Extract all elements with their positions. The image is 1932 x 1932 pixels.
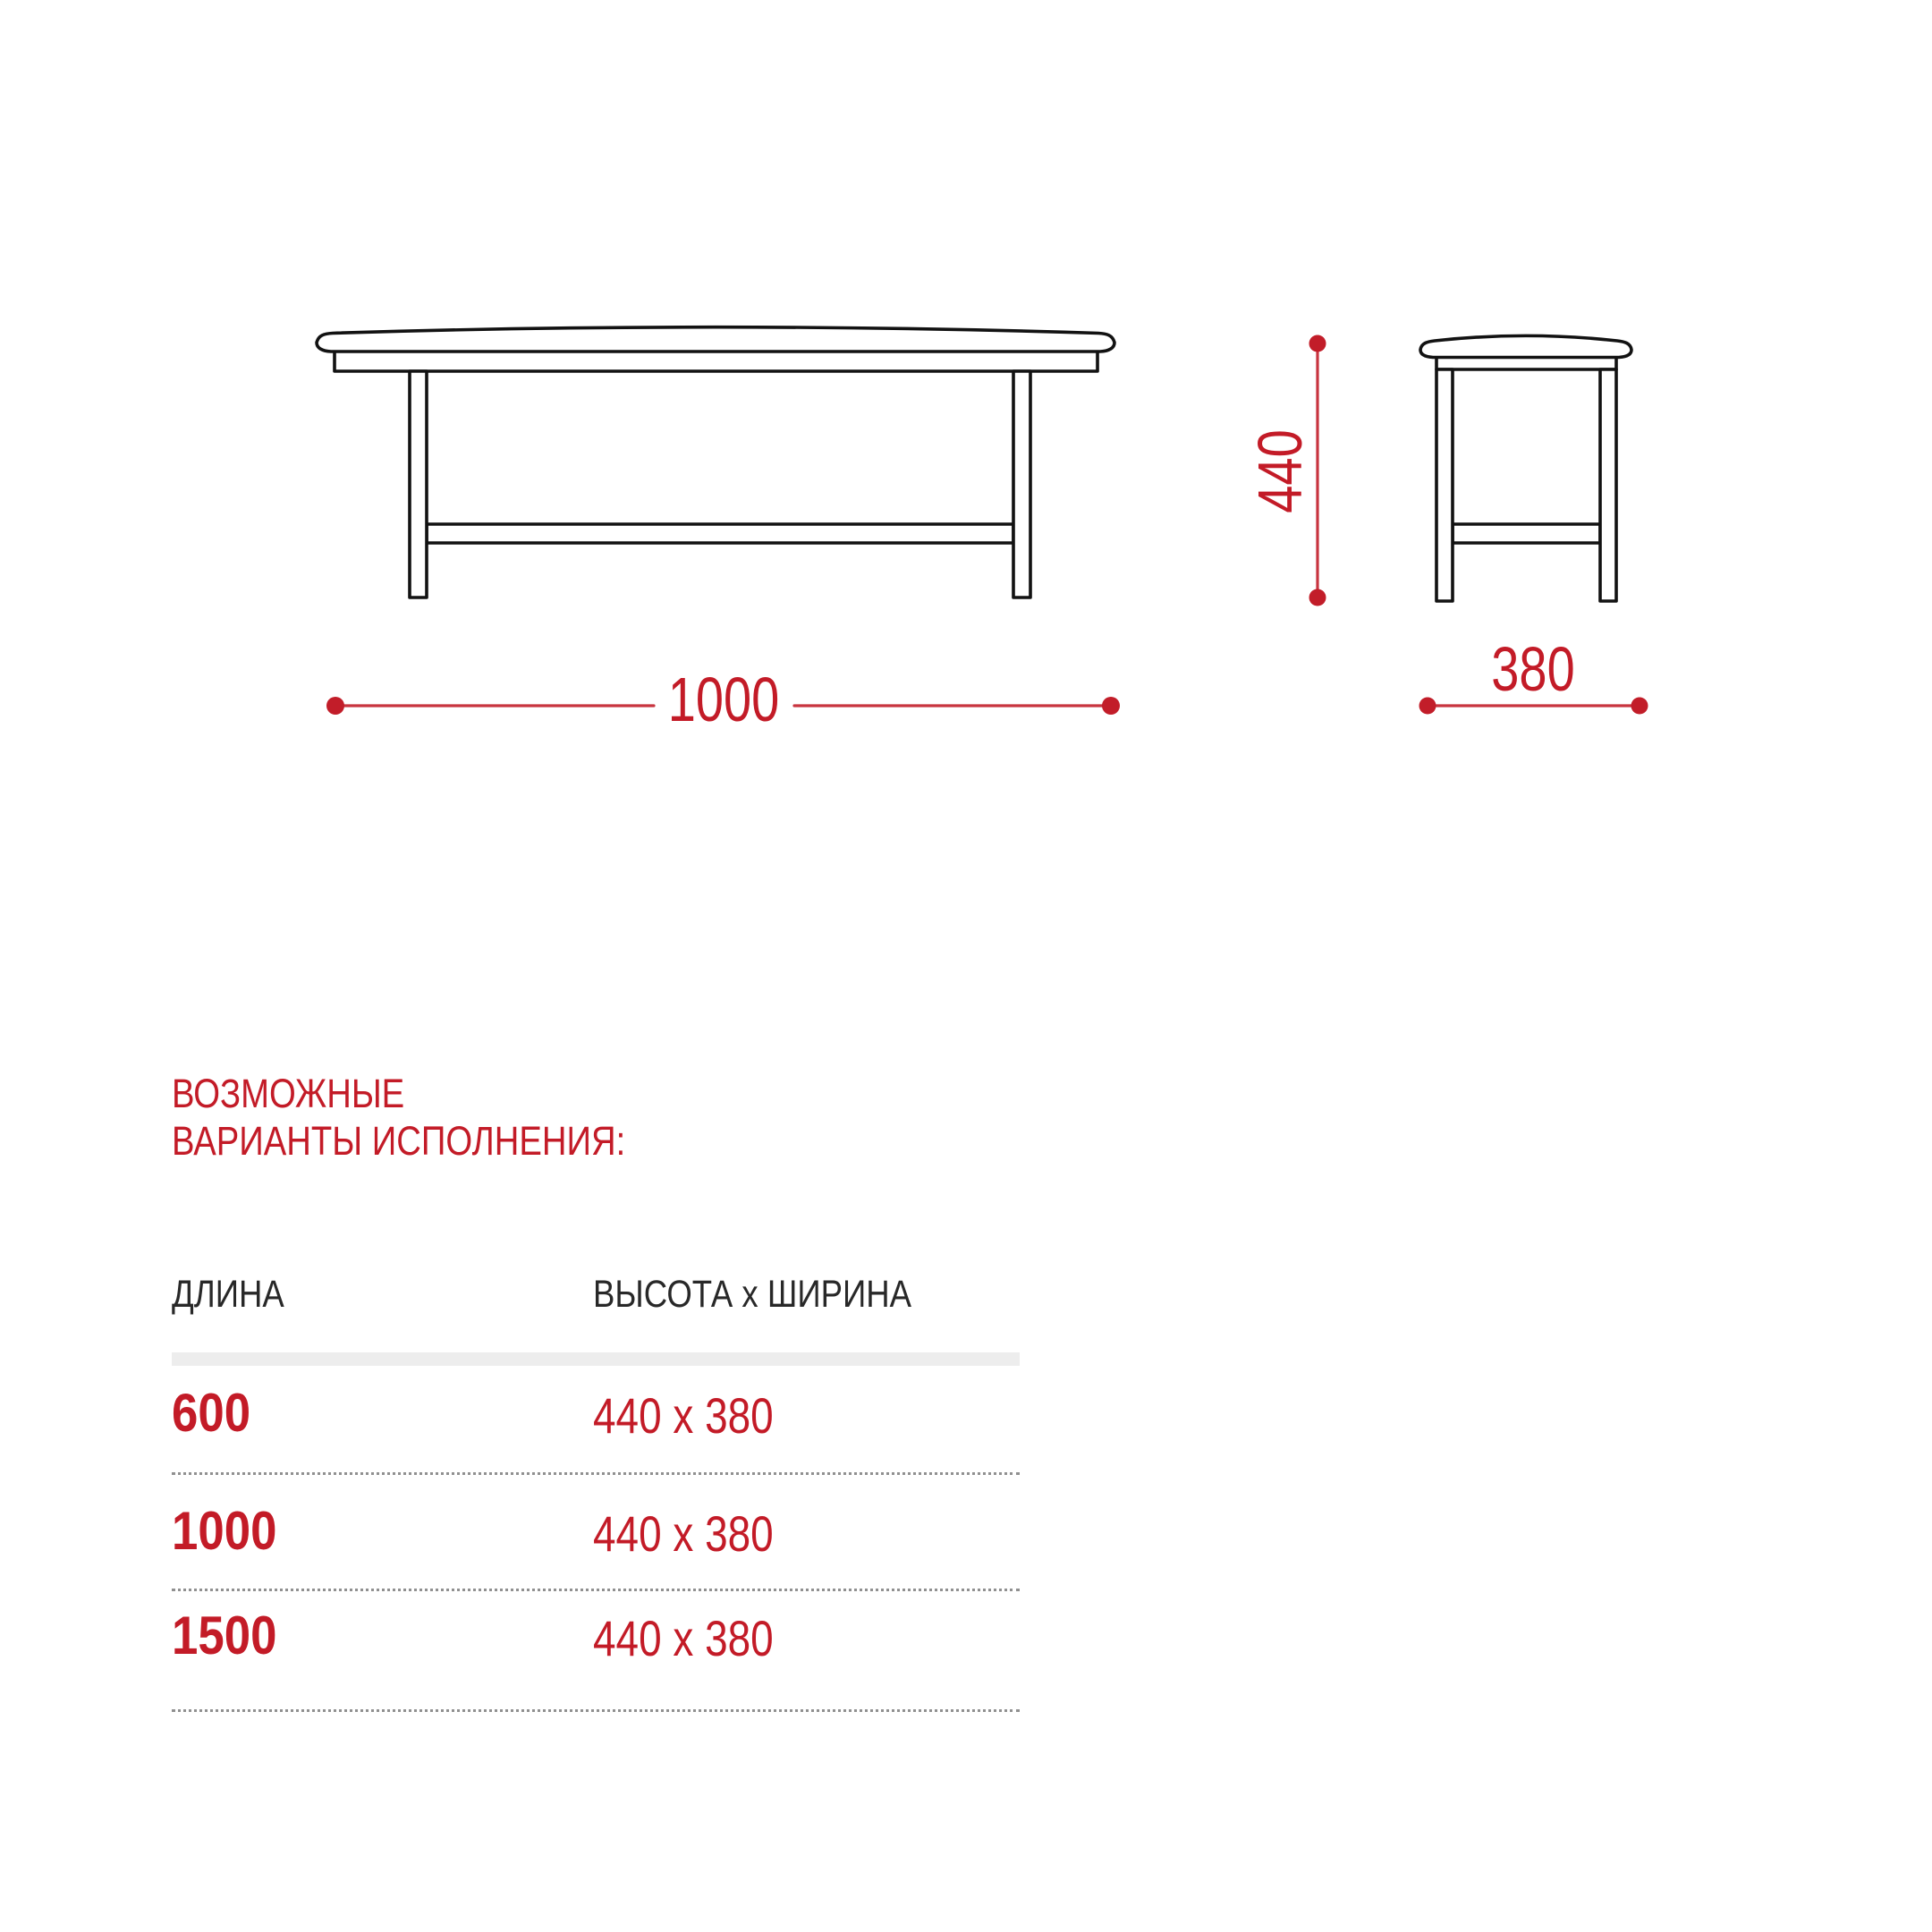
column-header-size: ВЫСОТА x ШИРИНА bbox=[593, 1273, 912, 1316]
side-seat bbox=[1420, 335, 1631, 357]
length-dim-label: 1000 bbox=[667, 665, 780, 735]
front-stretcher bbox=[427, 524, 1013, 543]
side-left-leg bbox=[1436, 369, 1453, 601]
length-dim-dot-left bbox=[326, 697, 344, 715]
length-dim-dot-right bbox=[1102, 697, 1120, 715]
bench-side-view bbox=[1420, 335, 1631, 601]
table-row bbox=[172, 1503, 1020, 1560]
front-apron bbox=[335, 351, 1097, 371]
row-separator bbox=[172, 1709, 1020, 1712]
table-header-divider bbox=[172, 1352, 1020, 1366]
dimension-width bbox=[1419, 635, 1648, 714]
row-size-value: 440 x 380 bbox=[593, 1505, 774, 1562]
row-length-value: 1000 bbox=[172, 1501, 277, 1561]
table-row bbox=[172, 1607, 1020, 1665]
table-row bbox=[172, 1385, 1020, 1442]
height-dim-dot-bottom bbox=[1309, 589, 1326, 606]
variants-heading-line2: ВАРИАНТЫ ИСПОЛНЕНИЯ: bbox=[172, 1118, 626, 1164]
height-dim-label: 440 bbox=[1246, 429, 1316, 513]
row-length-value: 600 bbox=[172, 1383, 251, 1443]
front-seat bbox=[317, 327, 1114, 352]
row-length-value: 1500 bbox=[172, 1606, 277, 1665]
table-header-row bbox=[172, 1274, 1020, 1315]
front-right-leg bbox=[1013, 371, 1030, 597]
side-stretcher bbox=[1453, 524, 1600, 543]
row-separator bbox=[172, 1589, 1020, 1591]
height-dim-dot-top bbox=[1309, 335, 1326, 352]
front-left-leg bbox=[410, 371, 427, 597]
variants-heading bbox=[172, 1070, 706, 1165]
row-separator bbox=[172, 1472, 1020, 1475]
row-size-value: 440 x 380 bbox=[593, 1610, 774, 1666]
bench-front-view bbox=[317, 327, 1114, 597]
dimension-height bbox=[1246, 335, 1326, 606]
dimension-length bbox=[326, 665, 1120, 734]
width-dim-dot-right bbox=[1631, 698, 1648, 715]
side-right-leg bbox=[1600, 369, 1616, 601]
width-dim-dot-left bbox=[1419, 698, 1436, 715]
column-header-length: ДЛИНА bbox=[172, 1273, 284, 1316]
row-size-value: 440 x 380 bbox=[593, 1387, 774, 1444]
variants-heading-line1: ВОЗМОЖНЫЕ bbox=[172, 1071, 405, 1116]
width-dim-label: 380 bbox=[1491, 635, 1575, 705]
